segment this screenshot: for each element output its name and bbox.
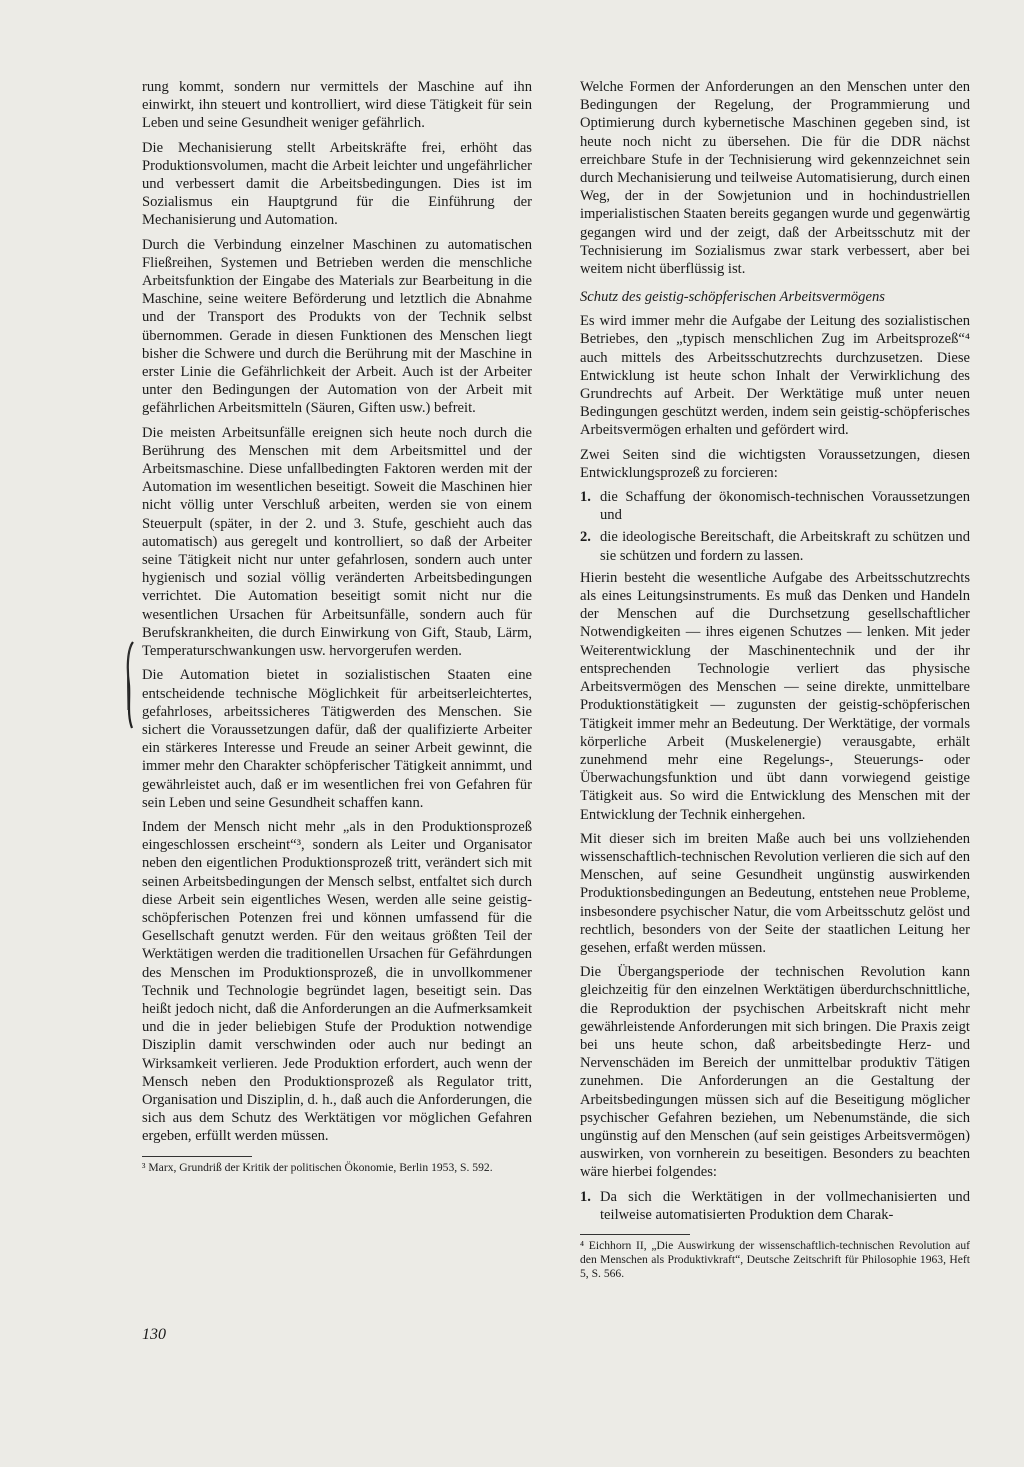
paragraph: Durch die Verbindung einzelner Maschinen zu automatischen Fließreihen, Systemen und Betrieben werden die menschliche Arbeitsfunktion der Eingabe des Materials zur Bearbeitung in die Maschine, seine weitere Beförderung und letztlich die Abnahme und der Transport des Produkts von der Technik selbst übernommen. Gerade in diesen Funktionen des Menschen liegt bisher die Schwere und durch die Berührung mit der Maschine in erster Linie die Gefährlichkeit der Arbeit. Auch ist der Arbeiter unter den Bedingungen der Automation von der Arbeit mit gefährlichen Arbeitsmitteln (Säuren, Giften usw.) befreit.	[142, 236, 532, 417]
list-item	[580, 528, 970, 564]
list-number: 2.	[580, 529, 591, 546]
paragraph: Welche Formen der Anforderungen an den Menschen unter den Bedingungen der Regelung, der Programmierung und Optimierung durch kybernetische Maschinen gegeben sind, ist heute noch nicht zu übersehen. Die für die DDR nächst erreichbare Stufe in der Technisierung wird gekennzeichnet sein durch Mechanisierung und teilweise Automatisierung, durch einen Weg, der in der Sowjetunion und in hochindustriellen imperialistischen Staaten bereits gegangen wurde und gegenwärtig gegangen wird und der zeigt, daß der Arbeitsschutz mit der Technisierung im Sozialismus zwar stark verbessert, aber bei weitem nicht überflüssig ist.	[580, 79, 970, 278]
list-text: die Schaffung der ökonomisch-technischen Voraussetzungen und	[600, 489, 970, 524]
paragraph: Die meisten Arbeitsunfälle ereignen sich heute noch durch die Berührung des Menschen mit dem Arbeitsmittel und der Arbeitsmaschine. Diese unfallbedingten Faktoren werden mit der Automation im wesentlichen beseitigt. Soweit die Maschinen hier nicht völlig unter Verschluß arbeiten, werden sie von einem Steuerpult (später, in der 2. und 3. Stufe, geschieht auch das automatisch) aus geregelt und kontrolliert, so daß der Arbeiter seine Tätigkeit nicht nur unter gefahrlosen, sondern auch unter hygienisch und sozial völlig veränderten Arbeitsbedingungen verrichtet. Die Automation beseitigt somit nicht nur die wesentlichen Ursachen für Arbeitsunfälle, sondern auch für Berufskrankheiten, die durch Einwirkung von Gift, Staub, Lärm, Temperaturschwankungen usw. hervorgerufen werden.	[142, 424, 532, 660]
paragraph: Zwei Seiten sind die wichtigsten Voraussetzungen, diesen Entwicklungsprozeß zu forcieren:	[580, 446, 970, 481]
left-column	[142, 78, 532, 1175]
paragraph: rung kommt, sondern nur vermittels der Maschine auf ihn einwirkt, ihn steuert und kontrolliert, wird diese Tätigkeit für sein Leben und seine Gesundheit weniger gefährlich.	[142, 79, 532, 132]
paragraph: Die Automation bietet in sozialistischen Staaten eine entscheidende technische Möglichkeit für arbeitserleichtertes, gefahrloses, arbeitssicheres Tätigwerden des Menschen. Sie sichert die Voraussetzungen dafür, daß der qualifizierte Arbeiter ein stärkeres Interesse und Freude an seiner Arbeit gewinnt, die immer mehr den Charakter schöpferischer Tätigkeit annimmt, und gewährleistet auch, daß er im wesentlichen frei von Gefahren für sein Leben und seine Gesundheit schaffen kann.	[142, 667, 532, 811]
page-number: 130	[142, 1326, 166, 1343]
footnote-rule	[580, 1234, 690, 1235]
list-item	[580, 1188, 970, 1224]
list-number: 1.	[580, 489, 591, 506]
footnote: ³ Marx, Grundriß der Kritik der politischen Ökonomie, Berlin 1953, S. 592.	[142, 1160, 493, 1174]
list-number: 1.	[580, 1188, 591, 1205]
paragraph: Indem der Mensch nicht mehr „als in den Produktionsprozeß eingeschlossen erscheint“³, sondern als Leiter und Organisator neben den eigentlichen Produktionsprozeß tritt, verändert sich mit seinen Arbeitsbedingungen der Mensch selbst, entfaltet sich durch diese Arbeit sein eigentliches Wesen, werden alle seine geistig-schöpferischen Potenzen frei und können umfassend für die Gesellschaft genutzt werden. Für den weitaus größten Teil der Werktätigen werden die traditionellen Ursachen für Gefährdungen des Menschen im Produktionsprozeß, die in unvollkommener Technik und Technologie begründet lagen, beseitigt sein. Das heißt jedoch nicht, daß die Anforderungen an die Aufmerksamkeit und die in jeder beliebigen Stufe der Produktion notwendige Disziplin damit verschwinden oder auch nur bedingt an Wirksamkeit verlieren. Jede Produktion erfordert, auch wenn der Mensch neben den Produktionsprozeß als Regulator tritt, Organisation und Disziplin, d. h., daß auch die Anforderungen, die sich aus dem Schutz des Werktätigen vor möglichen Gefahren ergeben, erfüllt werden müssen.	[142, 818, 532, 1145]
paragraph: Die Mechanisierung stellt Arbeitskräfte frei, erhöht das Produktionsvolumen, macht die Arbeit leichter und ungefährlicher und verbessert damit die Arbeitsbedingungen. Dies ist im Sozialismus ein Hauptgrund für die Einführung der Mechanisierung und Automation.	[142, 139, 532, 229]
margin-bracket-mark	[124, 640, 136, 730]
right-column	[580, 78, 970, 1281]
paragraph: Hierin besteht die wesentliche Aufgabe des Arbeitsschutzrechts als eines Leitungsinstruments. Es muß das Denken und Handeln der Menschen auf die Durchsetzung gesellschaftlicher Notwendigkeiten — ihres eigenen Schutzes — lenken. Mit jeder Weiterentwicklung der Maschinentechnik und der ihr entsprechenden Technologie verliert das physische Arbeitsvermögen des Menschen — seine direkte, unmittelbare Produktionstätigkeit — zugunsten der geistig-schöpferischen Tätigkeit immer mehr an Bedeutung. Der Werktätige, der vormals körperliche Arbeit (Muskelenergie) verausgabte, erhält zunehmend mehr eine Regelungs-, Steuerungs- oder Überwachungsfunktion und übt dann vorwiegend geistige Tätigkeit aus. So wird die Entwicklung des Menschen mit der Entwicklung der Technik einhergehen.	[580, 569, 970, 823]
list-text: die ideologische Bereitschaft, die Arbeitskraft zu schützen und sie schützen und fordern zu lassen.	[600, 529, 970, 564]
paragraph: Die Übergangsperiode der technischen Revolution kann gleichzeitig für den einzelnen Werktätigen überdurchschnittliche, die Reproduktion der psychischen Arbeitskraft nicht mehr gewährleistende Anforderungen mit sich bringen. Die Praxis zeigt bei uns heute schon, daß arbeitsbedingte Herz- und Nervenschäden im Bereich der unmittelbar produktiv Tätigen zunehmen. Die Anforderungen an die Gestaltung der Arbeitsbedingungen müssen sich auf die Beseitigung möglicher psychischer Gefahren beziehen, um Nebenumstände, die sich ungünstig auf den Menschen (auf sein geistiges Arbeitsvermögen) auswirken, von vornherein zu beseitigen. Besonders zu beachten wäre hierbei folgendes:	[580, 964, 970, 1181]
list-text: Da sich die Werktätigen in der vollmechanisierten und teilweise automatisierten Produktion dem Charak-	[600, 1188, 970, 1223]
list-item	[580, 488, 970, 524]
paragraph: Es wird immer mehr die Aufgabe der Leitung des sozialistischen Betriebes, den „typisch menschlichen Zug im Arbeitsprozeß“⁴ auch mittels des Arbeitsschutzrechts durchzusetzen. Diese Entwicklung ist heute schon Inhalt der Verwirklichung des Grundrechts auf Arbeit. Der Werktätige muß unter neuen Bedingungen geschützt werden, indem sein geistig-schöpferisches Arbeitsvermögen erhalten und gefördert wird.	[580, 313, 970, 439]
section-heading: Schutz des geistig-schöpferischen Arbeitsvermögens	[580, 289, 885, 306]
paragraph: Mit dieser sich im breiten Maße auch bei uns vollziehenden wissenschaftlich-technischen Revolution verlieren die sich auf den Menschen, auf seine Gesundheit ungünstig auswirkenden Produktionsbedingungen an Bedeutung, entstehen neue Probleme, insbesondere psychischer Natur, die vom Arbeitsschutz gelöst und rechtlich, besonders von der Seite der staatlichen Leitung her gesehen, erfaßt werden müssen.	[580, 830, 970, 956]
footnote-rule	[142, 1156, 252, 1157]
footnote: ⁴ Eichhorn II, „Die Auswirkung der wissenschaftlich-technischen Revolution auf den Menschen als Produktivkraft“, Deutsche Zeitschrift für Philosophie 1963, Heft 5, S. 566.	[580, 1238, 970, 1280]
